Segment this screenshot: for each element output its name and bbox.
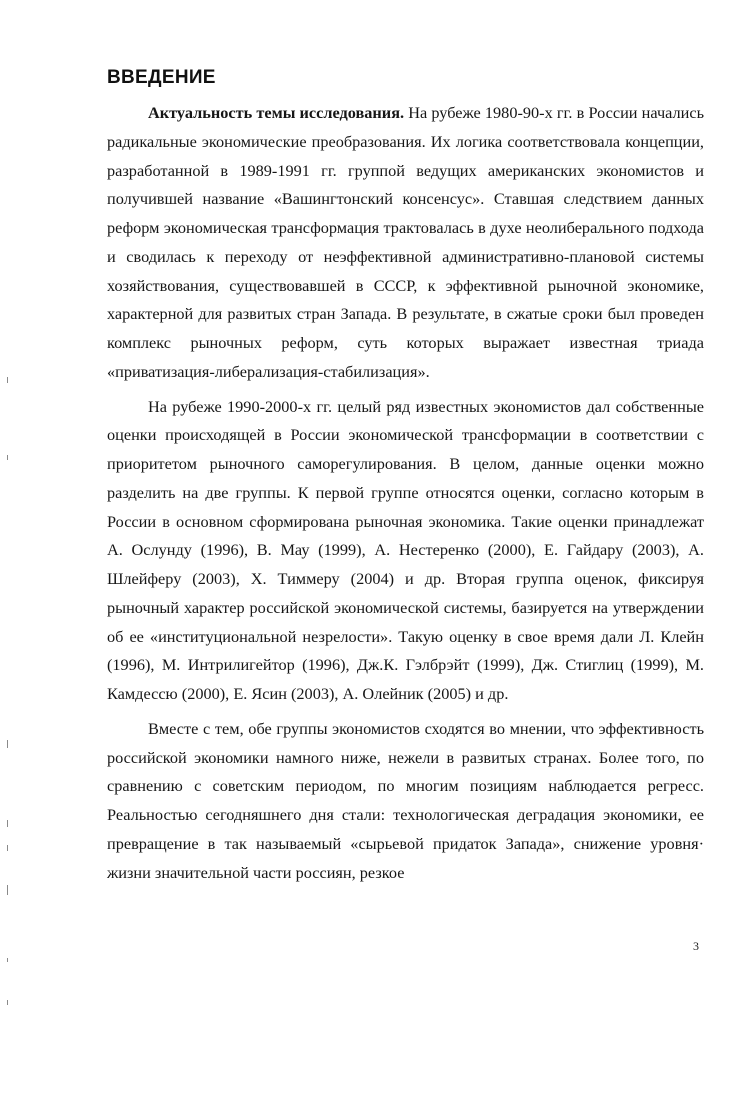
scan-artifact [7, 377, 8, 383]
paragraph-relevance [107, 99, 704, 387]
paragraph-text: На рубеже 1980-90-х гг. в России начались радикальные экономические преобразования. Их логика соответствовала концепции, разработанной в 1989-1991 гг. группой ведущих американских экономистов и получившей название «Вашингтонский консенсус». Ставшая следствием данных реформ экономическая трансформация трактовалась в духе неолиберального подхода и сводилась к переходу от неэффективной административно-плановой системы хозяйствования, существовавшей в СССР, к эффективной рыночной экономике, характерной для развитых стран Запада. В результате, в сжатые сроки был проведен комплекс рыночных реформ, суть которых выражает известная триада «приватизация-либерализация-стабилизация». [107, 103, 704, 381]
scan-artifact [7, 1000, 8, 1005]
scan-artifact [7, 845, 8, 851]
page-number: 3 [693, 939, 699, 953]
scan-artifact [7, 455, 8, 460]
paragraph-lead: Актуальность темы исследования. [148, 103, 405, 122]
section-heading: ВВЕДЕНИЕ [107, 67, 216, 88]
scan-artifact [7, 820, 8, 827]
scan-artifact [7, 885, 8, 895]
scan-artifact [7, 740, 8, 748]
body-text [107, 99, 704, 887]
paragraph-assessments: На рубеже 1990-2000-х гг. целый ряд известных экономистов дал собственные оценки происходящей в России экономической трансформации в соответствии с приоритетом рыночного саморегулирования. В целом, данные оценки можно разделить на две группы. К первой группе относятся оценки, согласно которым в России в основном сформирована рыночная экономика. Такие оценки принадлежат А. Ослунду (1996), В. Мау (1999), А. Нестеренко (2000), Е. Гайдару (2003), А. Шлейферу (2003), Х. Тиммеру (2004) и др. Вторая группа оценок, фиксируя рыночный характер российской экономической системы, базируется на утверждении об ее «институциональной незрелости». Такую оценку в свое время дали Л. Клейн (1996), М. Интрилигейтор (1996), Дж.К. Гэлбрэйт (1999), Дж. Стиглиц (1999), М. Камдессю (2000), Е. Ясин (2003), А. Олейник (2005) и др. [107, 396, 704, 703]
paragraph-regress: Вместе с тем, обе группы экономистов сходятся во мнении, что эффективность российской экономики намного ниже, нежели в развитых странах. Более того, по сравнению с советским периодом, по многим позициям наблюдается регресс. Реальностью сегодняшнего дня стали: технологическая деградация экономики, ее превращение в так называемый «сырьевой придаток Запада», снижение уровня· жизни значительной части россиян, резкое [107, 718, 704, 882]
scan-artifact [7, 958, 8, 962]
